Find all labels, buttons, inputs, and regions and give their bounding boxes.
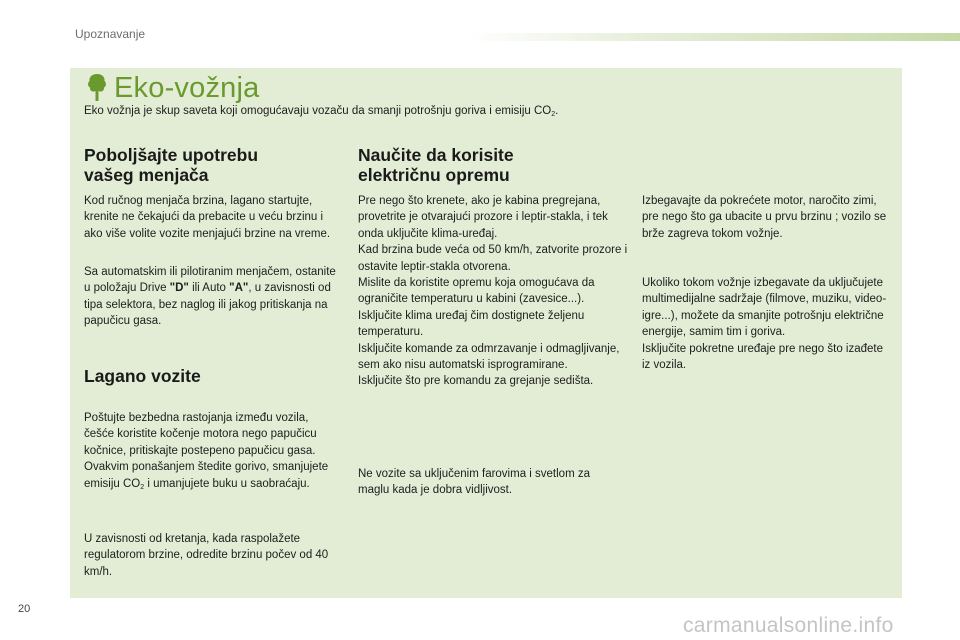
paragraph-fog-lights: Ne vozite sa uključenim farovima i svetlom za maglu kada je dobra vidljivost.	[358, 468, 590, 497]
paragraph-electrical-tips: Pre nego što krenete, ako je kabina pregrejana, provetrite je otvarajući prozore i leptir-stakla, i tek onda uključite klima-uređaj. Kad brzina bude veća od 50 km/h, zatvorite prozore i ostavite leptir-stakla otvorena. Mislite da koristite opremu koja omogućava da ograničite temperaturu u kabini (zavesice...). Isključite klima uređaj čim dostignete željenu temperaturu. Isključite komande za odmrzavanje i odmagljivanje, sem ako nisu automatski isprogramirane. Isključite što pre komandu za grejanje sedišta.	[358, 195, 628, 388]
page-number: 20	[18, 603, 31, 615]
intro-text: Eko vožnja je skup saveta koji omogućavaju vozaču da smanji potrošnju goriva i emisiju $CO_2$.	[84, 105, 559, 118]
heading-electrical-equipment: Naučite da korisite električnu opremu	[358, 145, 514, 185]
heading-drive-smoothly: Lagano vozite	[84, 366, 201, 386]
tree-icon	[86, 72, 108, 104]
paragraph-multimedia: Ukoliko tokom vožnje izbegavate da uključujete multimedijalne sadržaje (filmove, muziku, video-igre...), možete da smanjite potrošnju električne energije, samim tim i goriva. Isključite pokretne uređaje pre nego što izađete iz vozila.	[642, 277, 887, 372]
paragraph-manual-gearbox: Kod ručnog menjača brzina, lagano startujte, krenite ne čekajući da prebacite u veću brzinu i ako više volite vozite menjajući brzine na vreme.	[84, 195, 331, 240]
header-gradient-bar	[470, 33, 960, 41]
paragraph-cruise-control: U zavisnosti od kretanja, kada raspolažete regulatorom brzine, odredite brzinu počev od 40 km/h.	[84, 533, 329, 578]
section-label: Upoznavanje	[75, 27, 146, 41]
heading-gearbox: Poboljšajte upotrebu vašeg menjača	[84, 145, 259, 185]
paragraph-automatic-gearbox: Sa automatskim ili pilotiranim menjačem, ostanite u položaju Drive "D" ili Auto "A", u zavisnosti od tipa selektora, bez naglog ili jakog pritiskanja na papučicu gasa.	[84, 266, 336, 328]
watermark: carmanualsonline.info	[683, 614, 894, 637]
paragraph-safe-distances: Poštujte bezbedna rastojanja između vozila, češće koristite kočenje motora nego papučicu kočnice, pritiskajte postepeno papučicu gasa. Ovakvim ponašanjem štedite gorivo, smanjujete emisiju $CO_2$ i umanjujete buku u saobraćaju.	[84, 412, 329, 491]
paragraph-engine-start: Izbegavajte da pokrećete motor, naročito zimi, pre nego što ga ubacite u prvu brzinu ; vozilo se brže zagreva tokom vožnje.	[642, 195, 887, 240]
page-title: Eko-vožnja	[114, 72, 260, 104]
